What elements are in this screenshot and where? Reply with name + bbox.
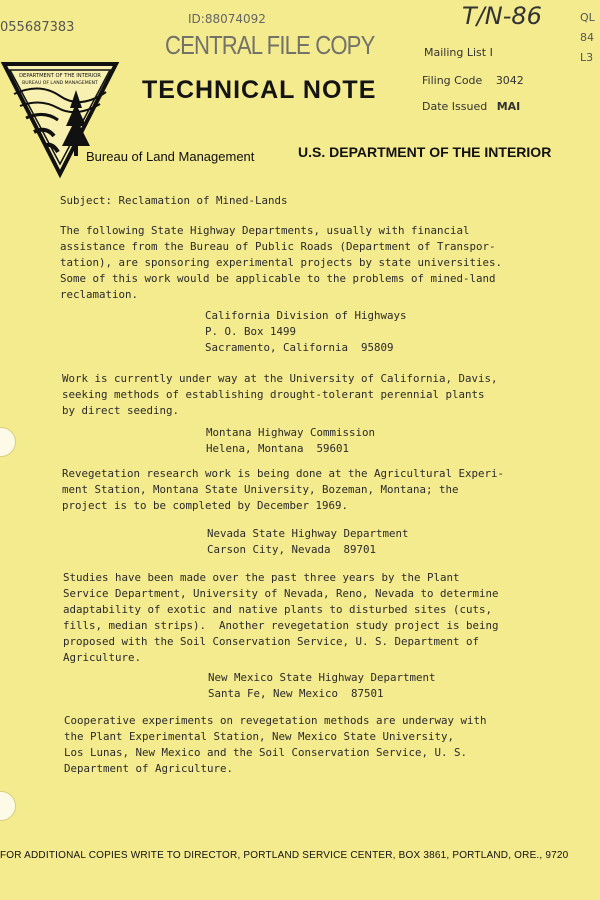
subject-line: Subject: Reclamation of Mined-Lands: [60, 194, 288, 207]
montana-paragraph: Revegetation research work is being done at the Agricultural Experi- ment Station, Montana State University, Bozeman, Montana; the project is to be completed by December 1969.: [62, 467, 505, 512]
new-mexico-paragraph: Cooperative experiments on revegetation methods are underway with the Plant Experimental Station, New Mexico State University, Los Lunas, New Mexico and the Soil Conservation Service, U. S. Department of Agriculture.: [64, 714, 487, 775]
date-issued-value: MAI: [496, 100, 521, 113]
handwritten-series-code: T/N-86: [462, 2, 542, 30]
svg-text:BUREAU OF LAND MANAGEMENT: BUREAU OF LAND MANAGEMENT: [22, 81, 98, 86]
punch-hole: [0, 427, 16, 457]
footer-note: FOR ADDITIONAL COPIES WRITE TO DIRECTOR, PORTLAND SERVICE CENTER, BOX 3861, PORTLAND, ORE., 9720: [0, 850, 569, 861]
id-number: ID:88074092: [188, 12, 266, 26]
filing-code-value: 3042: [495, 74, 524, 87]
california-paragraph: Work is currently under way at the University of California, Davis, seeking methods of establishing drought-tolerant perennial plants by direct seeding.: [62, 372, 498, 417]
intro-paragraph: The following State Highway Departments, usually with financial assistance from the Bureau of Public Roads (Department of Transpor- tation), are sponsoring experimental projects by state universities. Some of this work would be applicable to the problems of mined-land reclamation.: [60, 224, 503, 301]
address-new-mexico: New Mexico State Highway Department Santa Fe, New Mexico 87501: [208, 671, 436, 700]
agency-name: Bureau of Land Management: [86, 149, 255, 164]
department-name: U.S. DEPARTMENT OF THE INTERIOR: [298, 144, 552, 160]
punch-hole: [0, 791, 16, 821]
nevada-paragraph: Studies have been made over the past three years by the Plant Service Department, University of Nevada, Reno, Nevada to determine adaptability of exotic and native plants to disturbed sites (cuts, fills, median strips). Another revegetation study project is being proposed with the Soil Conservation Service, U. S. Department of Agriculture.: [63, 571, 499, 664]
address-nevada: Nevada State Highway Department Carson City, Nevada 89701: [207, 527, 409, 556]
date-issued-label: Date Issued: [422, 100, 488, 113]
call-number-margin: QL 84 L3: [580, 11, 595, 64]
page-title: TECHNICAL NOTE: [142, 76, 377, 104]
address-california: California Division of Highways P. O. Box 1499 Sacramento, California 95809: [205, 309, 407, 354]
mailing-list: Mailing List I: [424, 46, 493, 59]
central-file-copy-stamp: CENTRAL FILE COPY: [165, 30, 375, 60]
filing-code-label: Filing Code: [422, 74, 483, 87]
address-montana: Montana Highway Commission Helena, Montana 59601: [206, 426, 376, 455]
handwritten-catalog-number: 055687383: [0, 20, 75, 35]
svg-text:DEPARTMENT OF THE INTERIOR: DEPARTMENT OF THE INTERIOR: [19, 73, 101, 79]
